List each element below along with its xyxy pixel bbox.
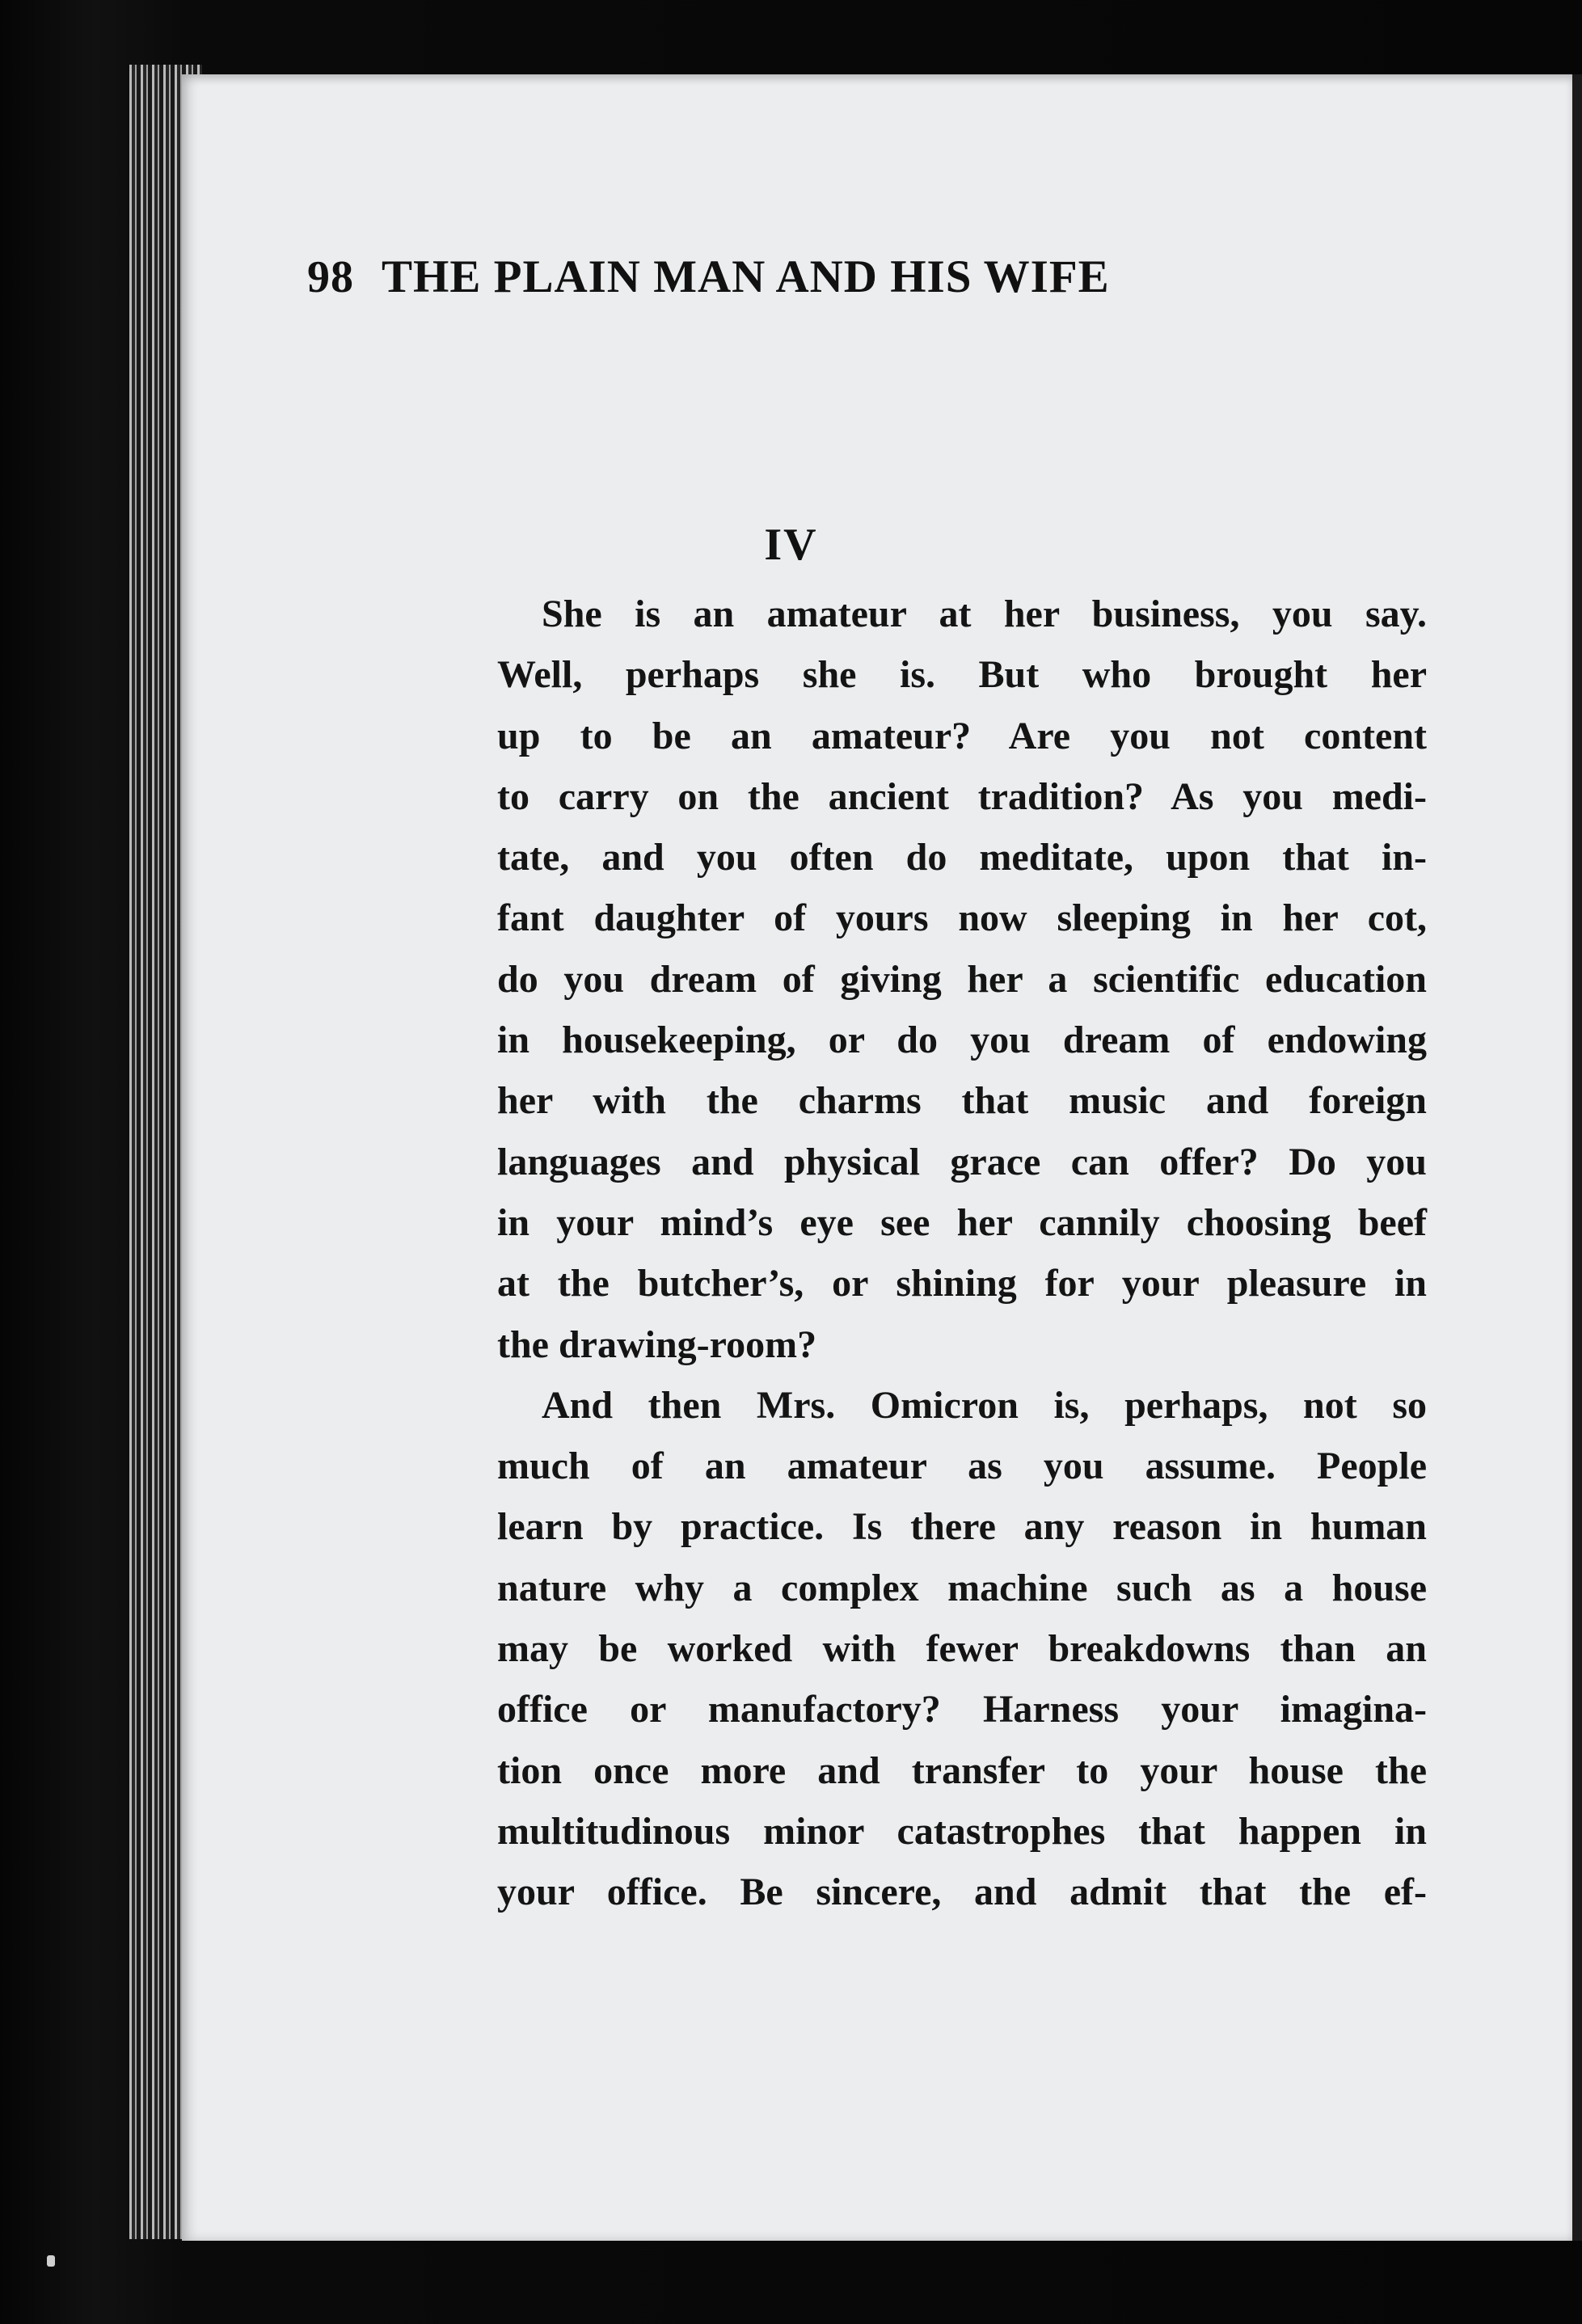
text-line: languages and physical grace can offer? Do you (497, 1140, 1427, 1183)
text-line: in housekeeping, or do you dream of endowing (497, 1019, 1427, 1062)
text-line: multitudinous minor catastrophes that happen in (497, 1809, 1427, 1853)
text-line: She is an amateur at her business, you say. (542, 593, 1427, 635)
page-number: 98 (307, 252, 354, 302)
text-line: your office. Be sincere, and admit that the ef- (497, 1871, 1427, 1914)
text-line: And then Mrs. Omicron is, perhaps, not so (542, 1383, 1427, 1427)
text-line: the drawing-room? (497, 1322, 817, 1366)
text-line: may be worked with fewer breakdowns than an (497, 1627, 1427, 1671)
text-line: do you dream of giving her a scientific education (497, 957, 1427, 1001)
text-line: nature why a complex machine such as a house (497, 1566, 1427, 1609)
text-line: fant daughter of yours now sleeping in her cot, (497, 896, 1427, 940)
text-line: to carry on the ancient tradition? As you medi- (497, 774, 1427, 818)
running-head (307, 251, 1407, 323)
text-line: up to be an amateur? Are you not content (497, 714, 1427, 757)
scan-speck (47, 2255, 55, 2267)
text-line: Well, perhaps she is. But who brought her (497, 653, 1427, 697)
text-line: at the butcher’s, or shining for your pleasure in (497, 1262, 1427, 1305)
text-line: in your mind’s eye see her cannily choosing beef (497, 1200, 1427, 1244)
section-number: IV (764, 520, 818, 570)
body-text (497, 584, 1427, 1923)
text-line: office or manufactory? Harness your imagina- (497, 1688, 1427, 1731)
running-title: THE PLAIN MAN AND HIS WIFE (382, 251, 1110, 302)
text-line: her with the charms that music and foreign (497, 1079, 1427, 1123)
text-line: learn by practice. Is there any reason in human (497, 1505, 1427, 1549)
text-line: much of an amateur as you assume. People (497, 1445, 1427, 1488)
text-line: tion once more and transfer to your house the (497, 1748, 1427, 1792)
text-line: tate, and you often do meditate, upon that in- (497, 836, 1427, 879)
